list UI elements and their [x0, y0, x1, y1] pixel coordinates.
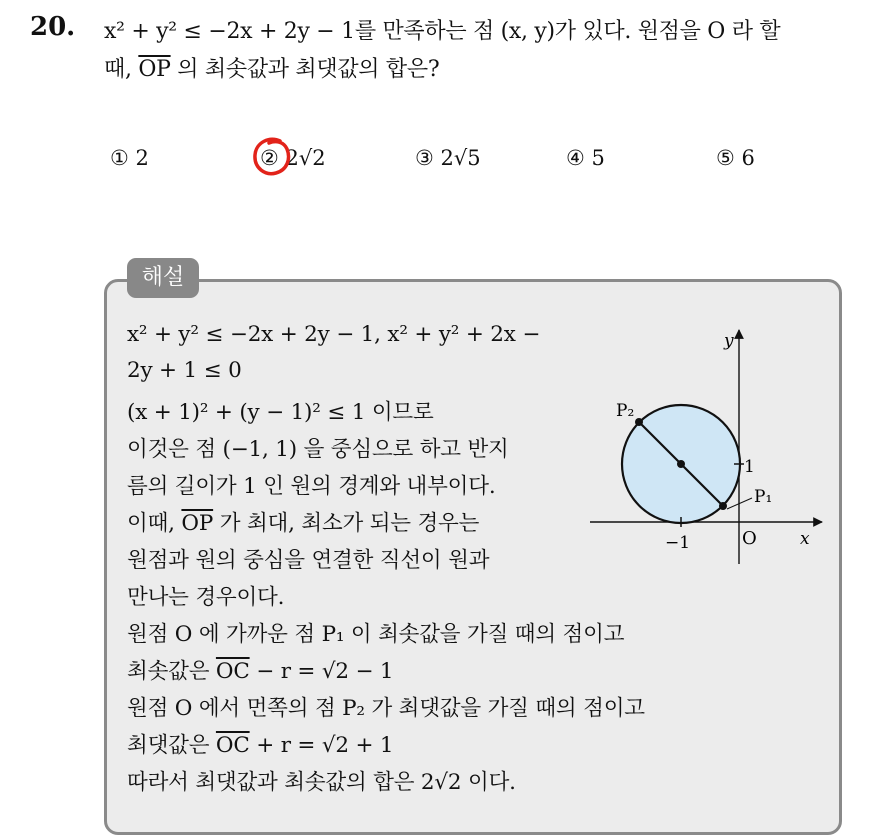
label-y: y: [724, 331, 734, 351]
solution-tag: 해설: [127, 258, 199, 298]
solution-line-9: 원점 O 에 가까운 점 P₁ 이 최솟값을 가질 때의 점이고: [127, 622, 625, 647]
solution-line-1: x² + y² ≤ −2x + 2y − 1, x² + y² + 2x −: [127, 322, 541, 347]
segment-op: $\overline{OP}$: [181, 511, 214, 536]
label-tick-1: 1: [744, 457, 755, 477]
solution-line-2: 2y + 1 ≤ 0: [127, 358, 242, 383]
choice-2[interactable]: ② 2√2: [260, 146, 326, 170]
question-text-line1: x² + y² ≤ −2x + 2y − 1를 만족하는 점 (x, y)가 있다. 원점을 O 라 할: [104, 19, 781, 44]
solution-line-4: 이것은 점 (−1, 1) 을 중심으로 하고 반지: [127, 437, 509, 462]
solution-line-7: 원점과 원의 중심을 연결한 직선이 원과: [127, 548, 490, 573]
question-text-line2: 때, $\overline{OP}$ 의 최솟값과 최댓값의 합은?: [104, 57, 440, 82]
choice-5[interactable]: ⑤ 6: [716, 146, 755, 170]
choice-3[interactable]: ③ 2√5: [415, 146, 481, 170]
question-number: 20.: [30, 12, 76, 42]
label-origin: O: [742, 528, 757, 549]
solution-line-10: 최솟값은 $\overline{OC} - r = √2 - 1$: [127, 659, 394, 684]
label-tick-neg1: −1: [665, 533, 691, 553]
choice-4[interactable]: ④ 5: [566, 146, 605, 170]
solution-line-12: 최댓값은 $\overline{OC} + r = √2 + 1$: [127, 733, 394, 758]
choice-1[interactable]: ① 2: [110, 146, 149, 170]
label-x: x: [800, 529, 810, 549]
solution-line-11: 원점 O 에서 먼쪽의 점 P₂ 가 최댓값을 가질 때의 점이고: [127, 696, 645, 721]
segment-oc: $\overline{OC}$: [215, 733, 250, 758]
solution-line-3: (x + 1)² + (y − 1)² ≤ 1 이므로: [127, 400, 434, 425]
selected-answer-mark-icon: [250, 135, 294, 179]
segment-oc: $\overline{OC}$: [215, 659, 250, 684]
point-p1: [719, 502, 727, 510]
solution-line-13: 따라서 최댓값과 최솟값의 합은 2√2 이다.: [127, 770, 516, 795]
center-point: [677, 460, 685, 468]
solution-line-8: 만나는 경우이다.: [127, 585, 285, 610]
solution-line-5: 름의 길이가 1 인 원의 경계와 내부이다.: [127, 474, 496, 499]
label-p2: P₂: [616, 401, 635, 421]
circle-graph: [584, 322, 830, 568]
point-p2: [635, 418, 643, 426]
segment-op: $\overline{OP}$: [138, 57, 171, 82]
solution-line-6: 이때, $\overline{OP}$ 가 최대, 최소가 되는 경우는: [127, 511, 480, 536]
label-p1: P₁: [754, 487, 773, 507]
